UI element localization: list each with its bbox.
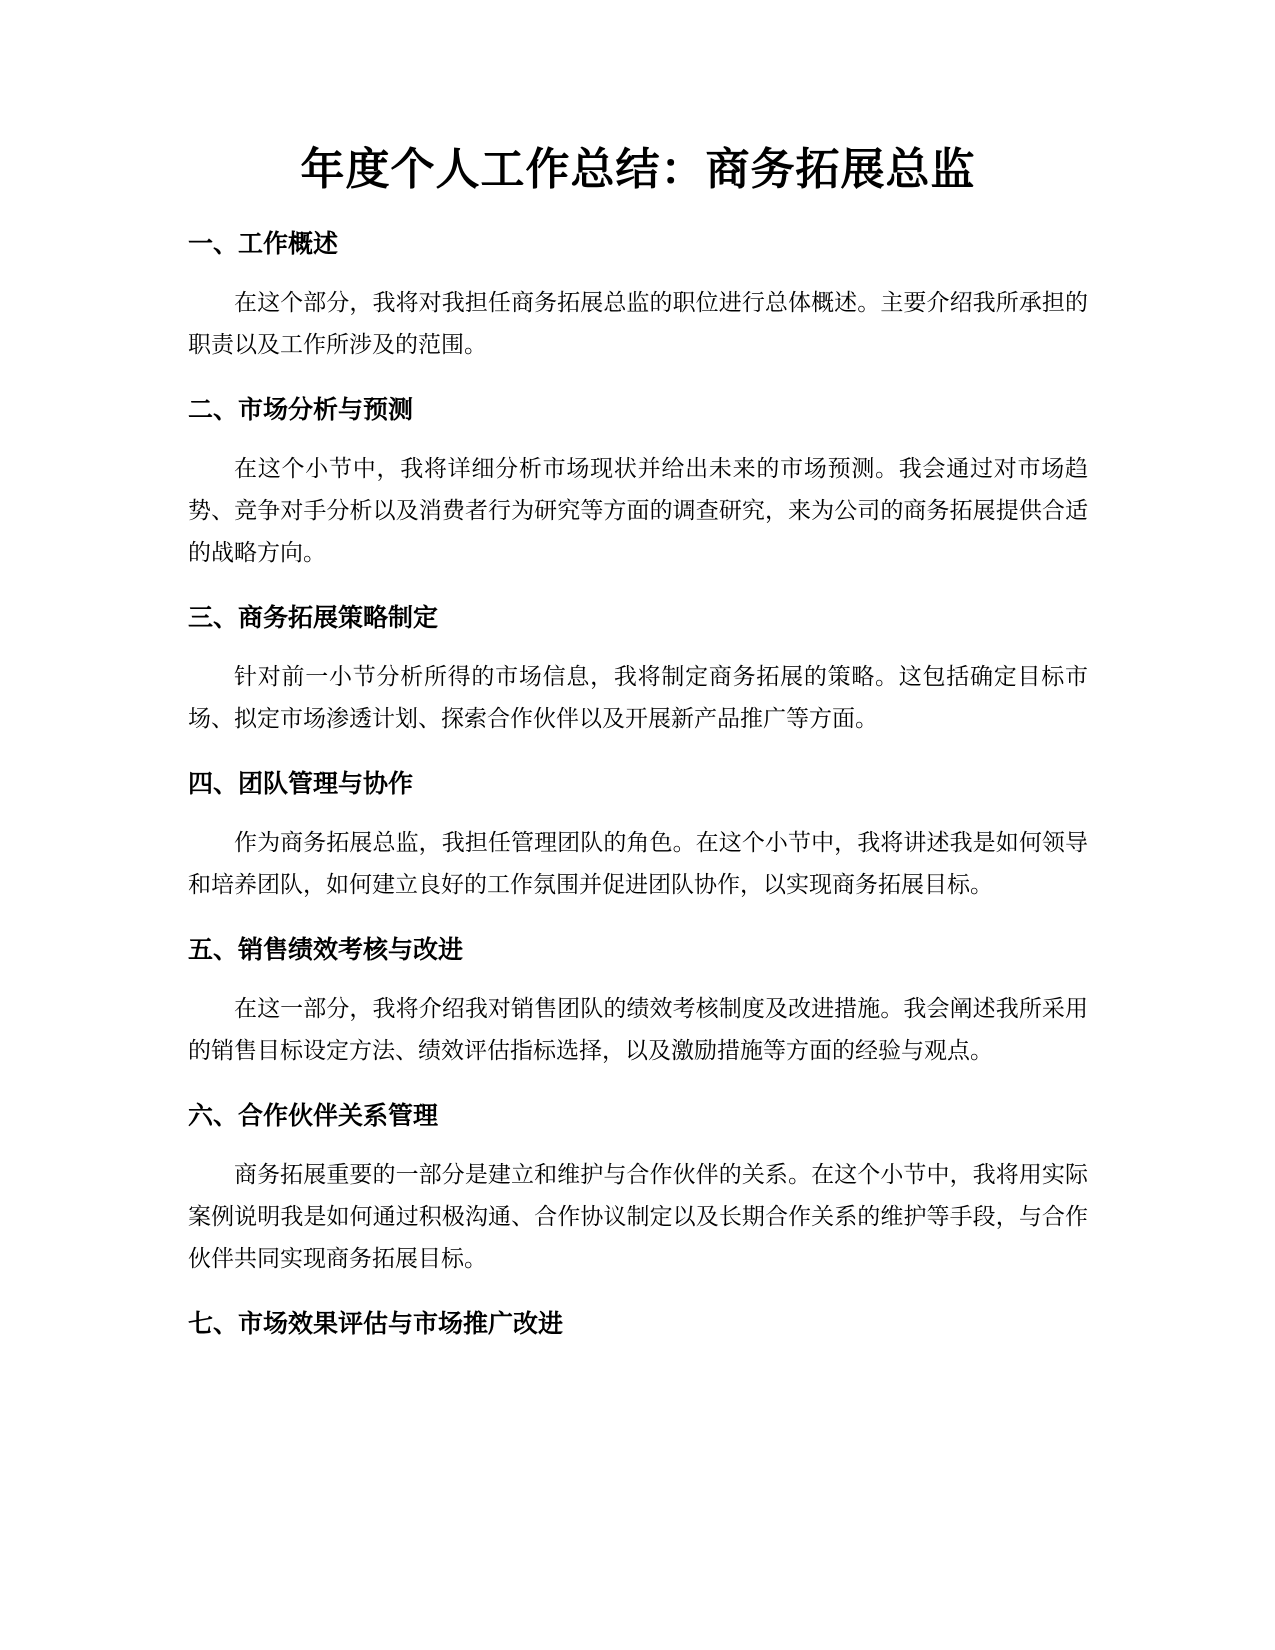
section-heading-1: 一、工作概述 [188,229,339,258]
section-heading-7: 七、市场效果评估与市场推广改进 [188,1309,564,1338]
section-heading-2: 二、市场分析与预测 [188,395,414,424]
section-body-3: 针对前一小节分析所得的市场信息，我将制定商务拓展的策略。这包括确定目标市场、拟定市场渗透计划、探索合作伙伴以及开展新产品推广等方面。 [188,664,1088,732]
document-content [188,140,1088,1362]
section-heading-3: 三、商务拓展策略制定 [188,603,439,632]
section-heading-6: 六、合作伙伴关系管理 [188,1101,439,1130]
section-body-4: 作为商务拓展总监，我担任管理团队的角色。在这个小节中，我将讲述我是如何领导和培养团队，如何建立良好的工作氛围并促进团队协作，以实现商务拓展目标。 [188,830,1088,898]
section-heading-5: 五、销售绩效考核与改进 [188,935,464,964]
section-heading-4: 四、团队管理与协作 [188,769,414,798]
section-body-5: 在这一部分，我将介绍我对销售团队的绩效考核制度及改进措施。我会阐述我所采用的销售目标设定方法、绩效评估指标选择，以及激励措施等方面的经验与观点。 [188,996,1088,1064]
section-body-1: 在这个部分，我将对我担任商务拓展总监的职位进行总体概述。主要介绍我所承担的职责以及工作所涉及的范围。 [188,290,1088,358]
section-body-6: 商务拓展重要的一部分是建立和维护与合作伙伴的关系。在这个小节中，我将用实际案例说明我是如何通过积极沟通、合作协议制定以及长期合作关系的维护等手段，与合作伙伴共同实现商务拓展目标。 [188,1162,1088,1272]
document-title: 年度个人工作总结：商务拓展总监 [300,144,976,195]
section-body-2: 在这个小节中，我将详细分析市场现状并给出未来的市场预测。我会通过对市场趋势、竞争对手分析以及消费者行为研究等方面的调查研究，来为公司的商务拓展提供合适的战略方向。 [188,456,1088,566]
